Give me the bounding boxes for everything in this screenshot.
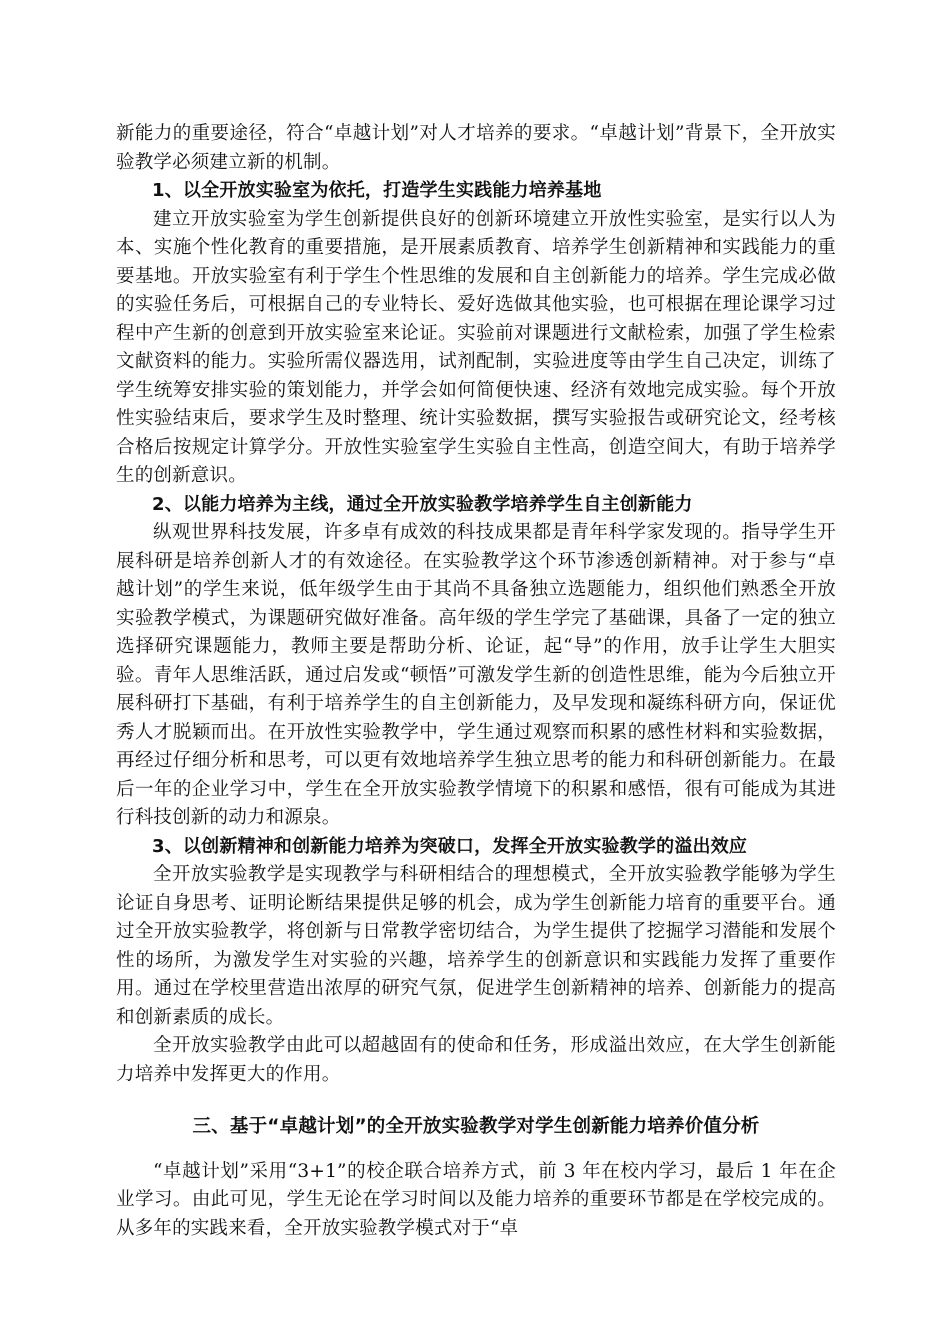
document-page — [116, 120, 836, 1243]
paragraph-innovation-platform: 全开放实验教学是实现教学与科研相结合的理想模式，全开放实验教学能够为学生论证自身思考、证明论断结果提供足够的机会，成为学生创新能力培育的重要平台。通过全开放实验教学，将创新与日常教学密切结合，为学生提供了挖掘学习潜能和发展个性的场所，为激发学生对实验的兴趣，培养学生的创新意识和实践能力发挥了重要作用。通过在学校里营造出浓厚的研究气氛，促进学生创新精神的培养、创新能力的提高和创新素质的成长。 — [116, 864, 836, 1028]
paragraph-open-lab: 建立开放实验室为学生创新提供良好的创新环境建立开放性实验室，是实行以人为本、实施个性化教育的重要措施，是开展素质教育、培养学生创新精神和实践能力的重要基地。开放实验室有利于学生个性思维的发展和自主创新能力的培养。学生完成必做的实验任务后，可根据自己的专业特长、爱好选做其他实验，也可根据在理论课学习过程中产生新的创意到开放实验室来论证。实验前对课题进行文献检索，加强了学生检索文献资料的能力。实验所需仪器选用，试剂配制，实验进度等由学生自己决定，训练了学生统筹安排实验的策划能力，并学会如何简便快速、经济有效地完成实验。每个开放性实验结束后，要求学生及时整理、统计实验数据，撰写实验报告或研究论文，经考核合格后按规定计算学分。开放性实验室学生实验自主性高，创造空间大，有助于培养学生的创新意识。 — [116, 208, 836, 486]
subheading-2: 2、以能力培养为主线，通过全开放实验教学培养学生自主创新能力 — [152, 493, 693, 515]
paragraph-excellence-plan: “卓越计划”采用“3+1”的校企联合培养方式，前 3 年在校内学习，最后 1 年在企业学习。由此可见，学生无论在学习时间以及能力培养的重要环节都是在学校完成的。从多年的实践来看，全开放实验教学模式对于“卓 — [116, 1160, 836, 1239]
section-title-3: 三、基于“卓越计划”的全开放实验教学对学生创新能力培养价值分析 — [192, 1116, 760, 1137]
subheading-3: 3、以创新精神和创新能力培养为突破口，发挥全开放实验教学的溢出效应 — [152, 835, 748, 857]
paragraph-ability-training: 纵观世界科技发展，许多卓有成效的科技成果都是青年科学家发现的。指导学生开展科研是培养创新人才的有效途径。在实验教学这个环节渗透创新精神。对于参与“卓越计划”的学生来说，低年级学生由于其尚不具备独立选题能力，组织他们熟悉全开放实验教学模式，为课题研究做好准备。高年级的学生学完了基础课，具备了一定的独立选择研究课题能力，教师主要是帮助分析、论证，起“导”的作用，放手让学生大胆实验。青年人思维活跃，通过启发或“顿悟”可激发学生新的创造性思维，能为今后独立开展科研打下基础，有利于培养学生的自主创新能力，及早发现和凝练科研方向，保证优秀人才脱颖而出。在开放性实验教学中，学生通过观察而积累的感性材料和实验数据，再经过仔细分析和思考，可以更有效地培养学生独立思考的能力和科研创新能力。在最后一年的企业学习中，学生在全开放实验教学情境下的积累和感悟，很有可能成为其进行科技创新的动力和源泉。 — [116, 522, 836, 828]
subheading-1: 1、以全开放实验室为依托，打造学生实践能力培养基地 — [152, 180, 602, 201]
paragraph-continuation: 新能力的重要途径，符合“卓越计划”对人才培养的要求。“卓越计划”背景下，全开放实验教学必须建立新的机制。 — [116, 123, 836, 173]
paragraph-spillover-effect: 全开放实验教学由此可以超越固有的使命和任务，形成溢出效应，在大学生创新能力培养中发挥更大的作用。 — [116, 1035, 836, 1085]
